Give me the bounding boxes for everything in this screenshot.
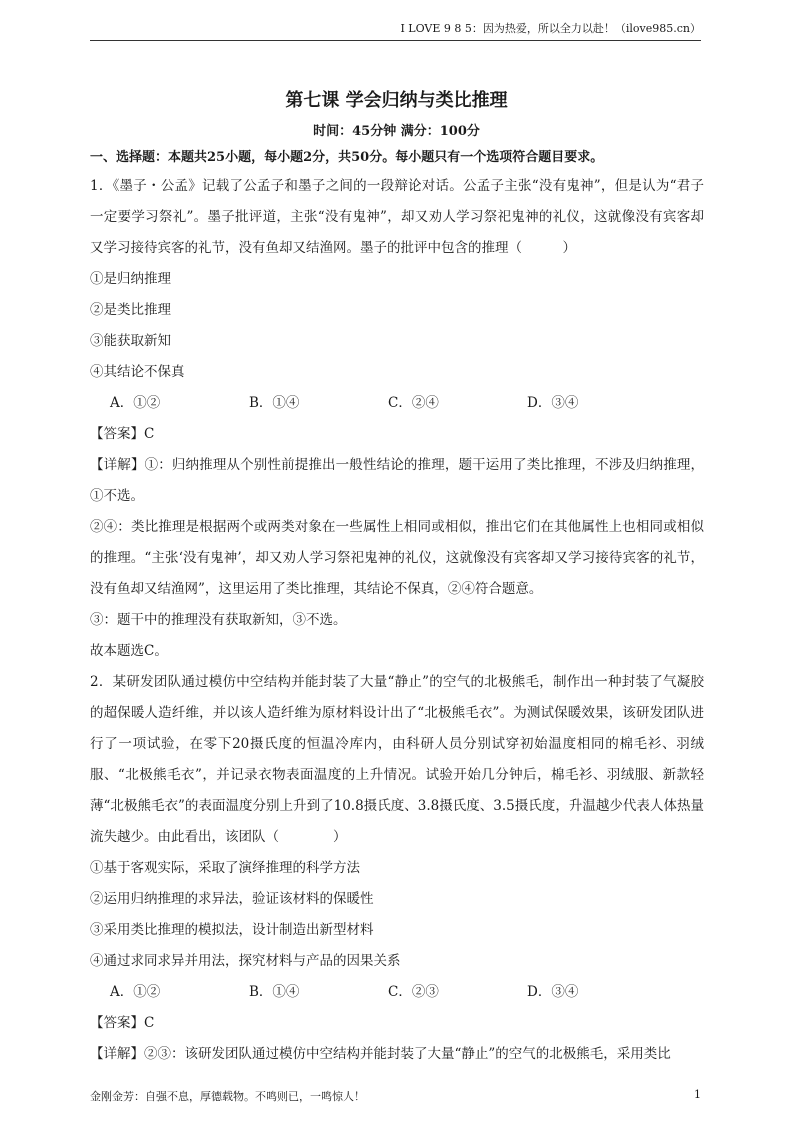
q1-answer: 【答案】C [90, 426, 155, 442]
q1-option-d: D．③④ [527, 395, 579, 411]
page-footer [90, 1088, 701, 1104]
page-header [90, 20, 701, 41]
q1-item: ②是类比推理 [90, 302, 171, 318]
q2-item: ③采用类比推理的模拟法，设计制造出新型材料 [90, 922, 374, 938]
q1-item: ①是归纳推理 [90, 271, 171, 287]
q2-item: ①基于客观实际，采取了演绎推理的科学方法 [90, 860, 360, 876]
q1-item: ④其结论不保真 [90, 364, 185, 380]
q2-option-a: A．①② [110, 984, 161, 1000]
page-title: 第七课 学会归纳与类比推理 [285, 90, 508, 111]
question-content [90, 171, 704, 1070]
page-number: 1 [694, 1088, 701, 1101]
q2-answer: 【答案】C [90, 1015, 155, 1031]
q2-stem: 2．某研发团队通过模仿中空结构并能封装了大量“静止”的空气的北极熊毛，制作出一种封装了气凝胶的超保暖人造纤维，并以该人造纤维为原材料设计出了“北极熊毛衣”。为测试保暖效果，该研发团队进行了一项试验，在零下20摄氏度的恒温冷库内，由科研人员分别试穿初始温度相同的棉毛衫、羽绒服、“北极熊毛衣”，并记录衣物表面温度的上升情况。试验开始几分钟后，棉毛衫、羽绒服、新款轻薄“北极熊毛衣”的表面温度分别上升到了10.8摄氏度、3.8摄氏度、3.5摄氏度，升温越少代表人体热量流失越少。由此看出，该团队（ ） [90, 674, 704, 845]
q2-item: ②运用归纳推理的求异法，验证该材料的保暖性 [90, 891, 374, 907]
q1-explain: ②④：类比推理是根据两个或两类对象在一些属性上相同或相似，推出它们在其他属性上也相同或相似的推理。“主张‘没有鬼神’，却又劝人学习祭祀鬼神的礼仪，这就像没有宾客却又学习接待宾客的礼节，没有鱼却又结渔网”，这里运用了类比推理，其结论不保真，②④符合题意。 [90, 519, 704, 597]
footer-motto: 金刚金芳：自强不息，厚德载物。不鸣则已，一鸣惊人！ [90, 1090, 365, 1103]
q1-option-c: C．②④ [388, 395, 439, 411]
time-score-line: 时间：45分钟 满分：100分 [313, 124, 480, 139]
q2-explain: 【详解】②③：该研发团队通过模仿中空结构并能封装了大量“静止”的空气的北极熊毛，采用类比 [90, 1046, 671, 1062]
q2-option-d: D．③④ [527, 984, 579, 1000]
q1-options [90, 388, 704, 419]
q1-explain: ③：题干中的推理没有获取新知，③不选。 [90, 612, 347, 628]
header-text: I LOVE 9 8 5：因为热爱，所以全力以赴！（ilove985.cn） [400, 22, 701, 35]
q1-stem: 1．《墨子・公孟》记载了公孟子和墨子之间的一段辩论对话。公孟子主张“没有鬼神”，但是认为“君子一定要学习祭礼”。墨子批评道，主张“没有鬼神”，却又劝人学习祭祀鬼神的礼仪，这就像没有宾客却又学习接待宾客的礼节，没有鱼却又结渔网。墨子的批评中包含的推理（ ） [90, 178, 704, 256]
q1-explain: 故本题选C。 [90, 643, 168, 659]
q1-item: ③能获取新知 [90, 333, 171, 349]
q2-option-c: C．②③ [388, 984, 439, 1000]
q2-options [90, 977, 704, 1008]
section-heading: 一、选择题：本题共25小题，每小题2分，共50分。每小题只有一个选项符合题目要求。 [90, 150, 604, 165]
q1-option-a: A．①② [110, 395, 161, 411]
q2-option-b: B．①④ [249, 984, 300, 1000]
q2-item: ④通过求同求异并用法，探究材料与产品的因果关系 [90, 953, 401, 969]
q1-option-b: B．①④ [249, 395, 300, 411]
q1-explain: 【详解】①：归纳推理从个别性前提推出一般性结论的推理，题干运用了类比推理，不涉及归纳推理，①不选。 [90, 457, 704, 504]
